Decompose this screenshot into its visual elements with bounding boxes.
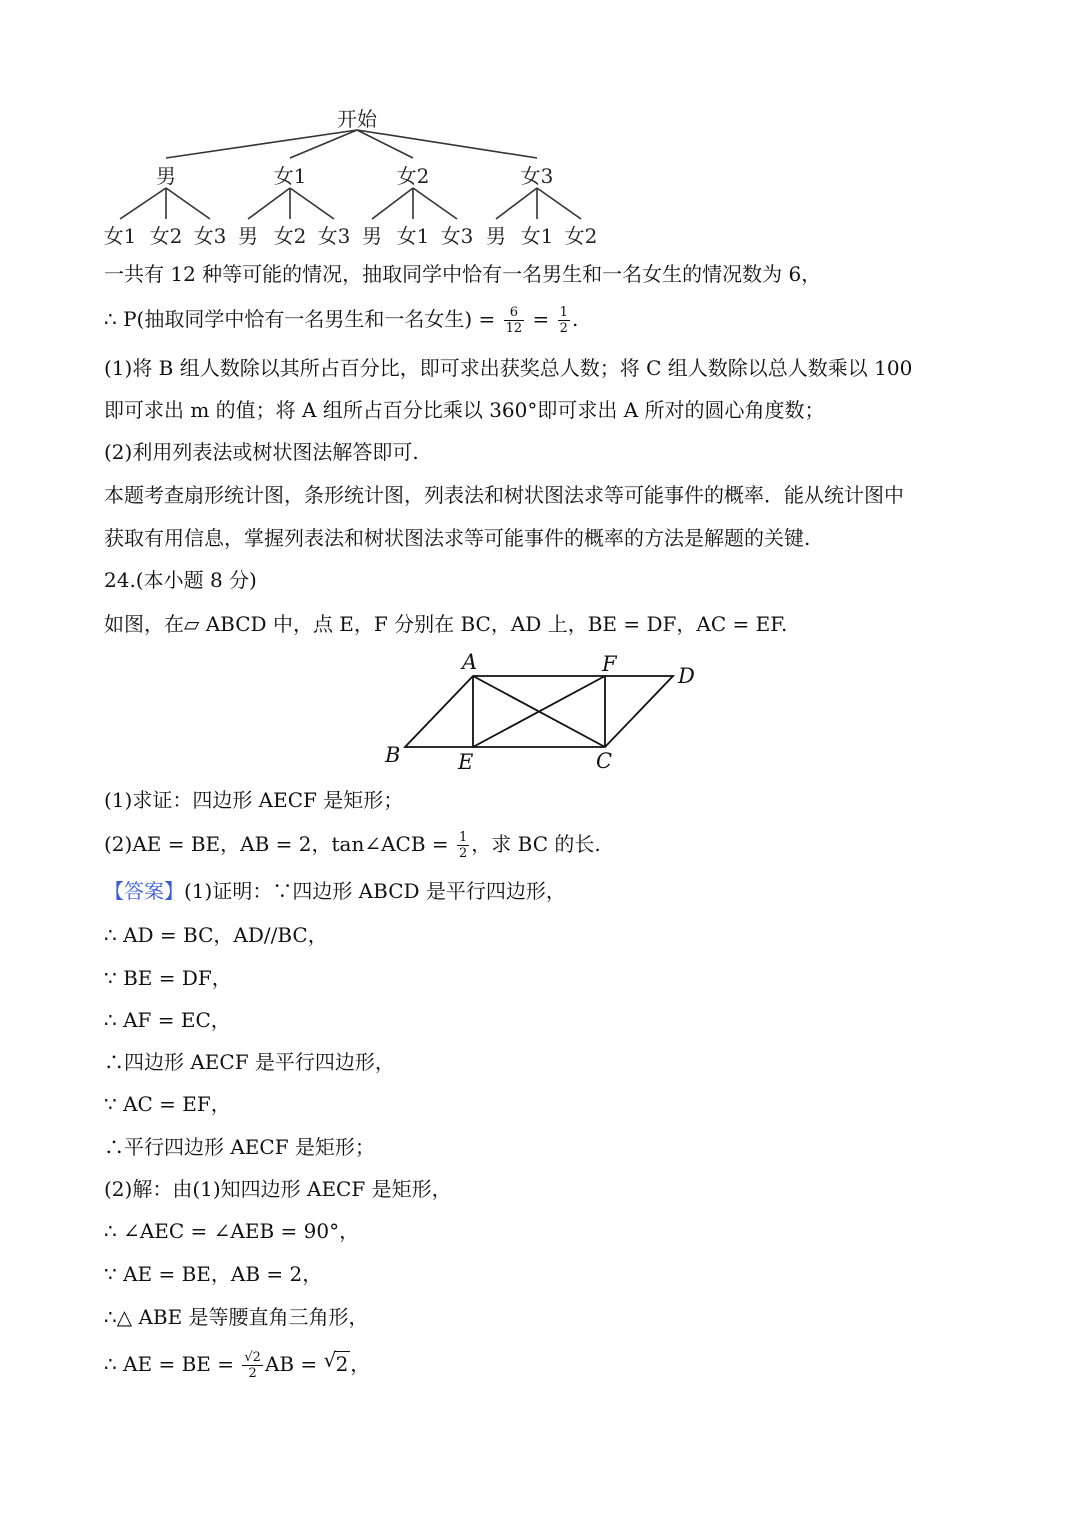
vertex-label-c: C — [596, 749, 613, 773]
solution-step: (2)解：由(1)知四边形 AECF 是矩形， — [104, 1177, 452, 1201]
solution-step: ∴四边形 AECF 是平行四边形， — [104, 1050, 395, 1074]
tree-leaf: 男 — [238, 224, 258, 248]
text-line: (1)将 B 组人数除以其所占百分比，即可求出获奖总人数；将 C 组人数除以总人数乘以 100 — [104, 356, 913, 380]
vertex-label-e: E — [458, 750, 474, 774]
tree-leaf: 女2 — [564, 224, 598, 248]
answer-tag: 【答案】 — [104, 879, 184, 903]
tree-root: 开始 — [337, 107, 377, 131]
question-number: 24.(本小题 8 分) — [104, 568, 257, 592]
fraction: $\frac{1}{2}$ — [459, 830, 468, 861]
sub-question-2: (2)AE = BE，AB = 2，tan∠ACB = $\frac{1}{2}$ ，求 BC 的长. — [104, 830, 601, 861]
tree-node-l1: 女2 — [396, 164, 430, 188]
solution-step: ∵ AE = BE，AB = 2， — [104, 1262, 323, 1286]
fraction: $\frac{1}{2}$ — [559, 305, 568, 336]
parallelogram-figure — [380, 650, 720, 780]
text-line: 即可求出 m 的值；将 A 组所占百分比乘以 360°即可求出 A 所对的圆心角度数； — [104, 398, 825, 422]
fraction: $\frac{√2}{2}$ — [244, 1350, 261, 1381]
solution-step: ∴ AF = EC， — [104, 1008, 231, 1032]
question-stem: 如图，在▱ ABCD 中，点 E，F 分别在 BC，AD 上，BE = DF，AC = EF. — [104, 612, 788, 636]
solution-step: ∴平行四边形 AECF 是矩形； — [104, 1135, 375, 1159]
tree-leaf: 女1 — [520, 224, 554, 248]
tree-node-l1: 女1 — [273, 164, 307, 188]
tree-leaf: 女3 — [193, 224, 227, 248]
tree-leaf: 女2 — [273, 224, 307, 248]
tree-leaf: 男 — [362, 224, 382, 248]
vertex-label-d: D — [678, 664, 695, 688]
solution-step: ∴△ ABE 是等腰直角三角形， — [104, 1305, 369, 1329]
text-line: 本题考查扇形统计图，条形统计图，列表法和树状图法求等可能事件的概率．能从统计图中 — [104, 483, 904, 507]
tree-leaf: 女3 — [440, 224, 474, 248]
tree-leaf: 女1 — [103, 224, 137, 248]
solution-step: ∵ AC = EF， — [104, 1092, 231, 1116]
square-root: √ 2 — [323, 1348, 349, 1376]
text-line: 获取有用信息，掌握列表法和树状图法求等可能事件的概率的方法是解题的关键. — [104, 526, 811, 550]
solution-step: ∵ BE = DF， — [104, 966, 232, 990]
solution-step: ∴ AD = BC，AD//BC， — [104, 923, 328, 947]
vertex-label-b: B — [385, 743, 401, 767]
tree-leaf: 男 — [486, 224, 506, 248]
answer-line: 【答案】(1)证明：∵四边形 ABCD 是平行四边形， — [104, 879, 566, 903]
fraction: $\frac{6}{12}$ — [505, 305, 523, 336]
tree-node-l1: 男 — [156, 164, 176, 188]
solution-step: ∴ ∠AEC = ∠AEB = 90°， — [104, 1219, 360, 1243]
tree-leaf: 女3 — [317, 224, 351, 248]
text-line: 一共有 12 种等可能的情况，抽取同学中恰有一名男生和一名女生的情况数为 6， — [104, 262, 822, 286]
tree-leaf: 女2 — [149, 224, 183, 248]
vertex-label-a: A — [462, 650, 478, 674]
probability-line: ∴ P(抽取同学中恰有一名男生和一名女生) = $\frac{6}{12}$ = $\frac{1}{2}$ . — [104, 305, 579, 336]
tree-node-l1: 女3 — [520, 164, 554, 188]
tree-leaf: 女1 — [396, 224, 430, 248]
solution-step: ∴ AE = BE = $\frac{√2}{2}$ AB = √ 2 ， — [104, 1348, 371, 1381]
text-line: (2)利用列表法或树状图法解答即可. — [104, 440, 419, 464]
sub-question-1: (1)求证：四边形 AECF 是矩形； — [104, 788, 404, 812]
vertex-label-f: F — [602, 652, 617, 676]
